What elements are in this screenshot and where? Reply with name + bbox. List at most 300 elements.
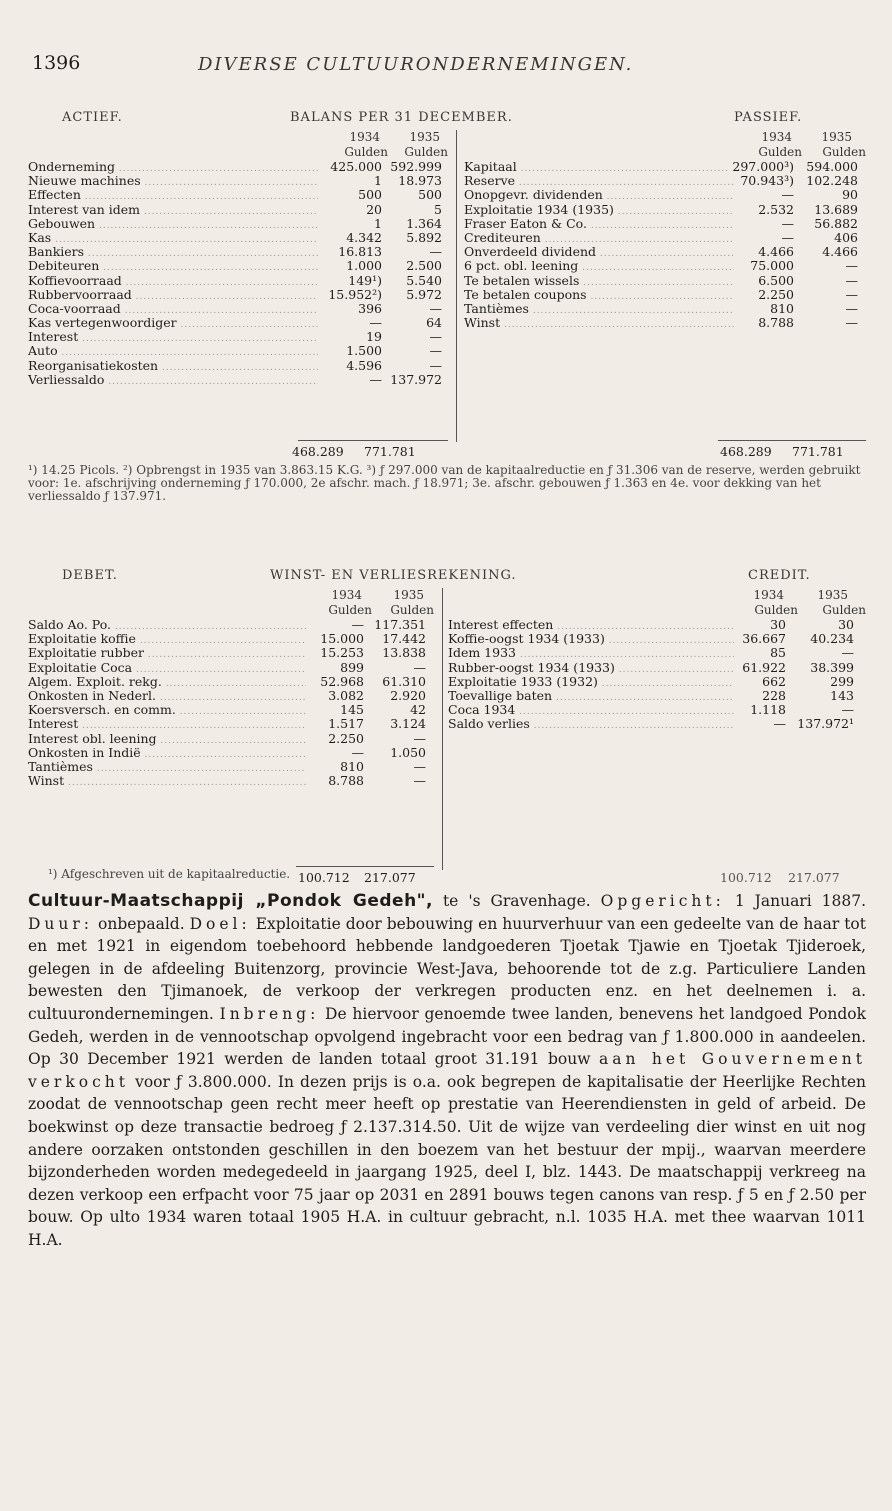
label-cell — [28, 259, 318, 273]
balance-headings — [28, 110, 866, 128]
year-1934: 1934 — [349, 130, 380, 144]
passief-heading: PASSIEF. — [734, 110, 803, 125]
value-1935: 594.000 — [806, 159, 858, 174]
label-cell — [464, 231, 734, 245]
label-cell — [448, 661, 734, 675]
unit-label: Gulden — [390, 603, 434, 617]
value-1934: — — [781, 229, 794, 245]
label-cell — [28, 203, 318, 217]
value-1934: 75.000 — [750, 258, 794, 274]
value-1935: 5.972 — [406, 286, 442, 302]
value-1934: 396 — [358, 300, 382, 316]
value-1935: — — [845, 258, 858, 274]
value-1935: 1.050 — [390, 744, 426, 760]
total-rule — [718, 440, 866, 441]
company-location: te 's Gravenhage. — [433, 892, 591, 910]
duur-value: onbepaald. — [93, 914, 185, 933]
unit-label: Gulden — [344, 145, 388, 159]
credit-year-header — [448, 586, 866, 618]
label-cell — [464, 245, 734, 259]
value-1934: 52.968 — [320, 673, 364, 689]
label-cell — [28, 217, 318, 231]
row-label: Rubbervoorraad ..... — [28, 288, 318, 302]
value-1935: — — [429, 343, 442, 359]
table-row — [448, 618, 866, 632]
label-cell — [28, 344, 318, 358]
label-cell — [448, 717, 734, 731]
value-1934: — — [351, 617, 364, 632]
value-1934: 8.788 — [328, 773, 364, 789]
label-cell — [28, 330, 318, 344]
value-1934: 1 — [374, 215, 382, 231]
table-row — [448, 717, 866, 731]
row-label: Kas vertegenwoordiger ..... — [28, 316, 318, 330]
label-cell — [464, 160, 734, 174]
value-1934: 6.500 — [758, 272, 794, 288]
row-label: Rubber-oogst 1934 (1933) ..... — [448, 661, 734, 675]
row-label: Te betalen coupons ..... — [464, 288, 734, 302]
row-label: Exploitatie Coca ..... — [28, 661, 306, 675]
doel-key: Doel: — [189, 914, 251, 933]
table-row — [28, 689, 434, 703]
value-1935: 17.442 — [382, 631, 426, 647]
table-row — [464, 188, 866, 202]
row-label: Reserve ..... — [464, 174, 734, 188]
label-cell — [448, 632, 734, 646]
label-cell — [448, 689, 734, 703]
value-1935: 4.466 — [822, 244, 858, 260]
row-label: Onderneming ..... — [28, 160, 318, 174]
label-cell — [464, 203, 734, 217]
actief-list — [28, 160, 448, 387]
row-label: Te betalen wissels ..... — [464, 274, 734, 288]
balance-sheet — [28, 110, 866, 503]
unit-label: Gulden — [822, 145, 866, 159]
row-label: Interest ..... — [28, 330, 318, 344]
verkocht-phrase: aan het Gouvernement verkocht — [28, 1050, 867, 1091]
value-1935: 137.972 — [390, 371, 442, 387]
row-label: Onverdeeld dividend ..... — [464, 245, 734, 259]
company-name: Cultuur-Maatschappij „Pondok Gedeh", — [28, 891, 433, 911]
label-cell — [464, 316, 734, 330]
opgericht-key: Opgericht: — [600, 892, 725, 910]
label-cell — [28, 760, 306, 774]
opgericht-value: 1 Januari 1887. — [724, 892, 867, 910]
credit-heading: CREDIT. — [748, 568, 811, 583]
table-row — [464, 160, 866, 174]
row-label: Verliessaldo ..... — [28, 373, 318, 387]
row-label: Saldo verlies ..... — [448, 717, 734, 731]
value-1934: 30 — [770, 617, 786, 632]
row-label: Tantièmes ..... — [464, 302, 734, 316]
running-title: DIVERSE CULTUURONDERNEMINGEN. — [198, 54, 634, 75]
value-1935: 30 — [838, 617, 854, 632]
table-row — [464, 174, 866, 188]
table-row — [464, 245, 866, 259]
value-1934: 1.517 — [328, 716, 364, 732]
year-1934: 1934 — [761, 130, 792, 144]
row-label: Interest van idem ..... — [28, 203, 318, 217]
value-1935: 592.999 — [390, 159, 442, 174]
value-1934: 2.250 — [758, 286, 794, 302]
total-rule — [298, 440, 448, 441]
value-1935: — — [413, 659, 426, 675]
table-row — [448, 689, 866, 703]
unit-label: Gulden — [754, 603, 798, 617]
inbreng-value: De hiervoor genoemde twee landen, benevens het landgoed Pondok Gedeh, werden in de vennootschap opvolgend ingebracht voor een bedrag van ƒ 1.800.000 in aandeelen. Op 30 December 1921 werden de landen totaal groot 31.191 bouw — [28, 1004, 866, 1069]
value-1934: 662 — [762, 673, 786, 689]
value-1935: 42 — [410, 702, 426, 718]
label-cell — [28, 231, 318, 245]
column-divider — [442, 588, 443, 870]
value-1934: 425.000 — [330, 159, 382, 174]
table-row — [28, 760, 434, 774]
label-cell — [448, 618, 734, 632]
value-1935: — — [841, 645, 854, 661]
value-1935: 40.234 — [810, 631, 854, 647]
row-label: Bankiers ..... — [28, 245, 318, 259]
table-row — [464, 316, 866, 330]
value-1934: 500 — [358, 187, 382, 203]
table-row — [28, 330, 448, 344]
value-1935: 102.248 — [806, 173, 858, 189]
value-1934: 4.342 — [346, 229, 382, 245]
page — [28, 48, 867, 1249]
value-1935: — — [413, 758, 426, 774]
row-label: Debiteuren ..... — [28, 259, 318, 273]
row-label: Interest effecten ..... — [448, 618, 734, 632]
value-1935: — — [413, 730, 426, 746]
table-row — [28, 288, 448, 302]
debet-total-1935: 217.077 — [364, 870, 416, 885]
value-1934: 810 — [340, 758, 364, 774]
doel-value: Exploitatie door bebouwing en huurverhuur van een gedeelte van de haar tot en met 1921 in eigendom toebehoord hebbende landgoederen Tjoetak Tjawie en Tjoetak Tjideroek, gelegen in de afdeeling Buitenzorg, provincie West-Java, behoorende tot de z.g. Particuliere Landen bewesten den Tjimanoek, de verkoop der verkregen producten enz. en het deelnemen i. a. cultuurondernemingen. — [28, 914, 866, 1023]
table-row — [28, 344, 448, 358]
label-cell — [28, 373, 318, 387]
value-1934: 1 — [374, 173, 382, 189]
row-label: Toevallige baten ..... — [448, 689, 734, 703]
value-1934: — — [369, 371, 382, 387]
table-row — [28, 373, 448, 387]
label-cell — [464, 274, 734, 288]
table-row — [448, 675, 866, 689]
label-cell — [28, 717, 306, 731]
label-cell — [464, 188, 734, 202]
unit-label: Gulden — [758, 145, 802, 159]
value-1934: 1.500 — [346, 343, 382, 359]
label-cell — [28, 675, 306, 689]
table-row — [464, 288, 866, 302]
table-row — [464, 231, 866, 245]
year-1935: 1935 — [817, 588, 848, 602]
table-row — [448, 703, 866, 717]
value-1934: 4.596 — [346, 357, 382, 373]
credit-total-1935: 217.077 — [788, 870, 840, 885]
row-label: Onopgevr. dividenden ..... — [464, 188, 734, 202]
value-1934: 19 — [366, 329, 382, 345]
value-1934: — — [369, 315, 382, 331]
year-1934: 1934 — [753, 588, 784, 602]
table-row — [28, 632, 434, 646]
duur-key: Duur: — [28, 914, 94, 933]
table-row — [28, 661, 434, 675]
value-1934: — — [351, 744, 364, 760]
value-1935: — — [845, 315, 858, 331]
table-row — [28, 188, 448, 202]
value-1934: 3.082 — [328, 687, 364, 703]
value-1934: — — [781, 187, 794, 203]
label-cell — [28, 316, 318, 330]
inbreng-key: Inbreng: — [219, 1004, 320, 1023]
row-label: Exploitatie koffie ..... — [28, 632, 306, 646]
value-1935: 5.892 — [406, 229, 442, 245]
value-1934: 297.000³) — [732, 159, 794, 174]
value-1935: 406 — [834, 229, 858, 245]
row-label: Exploitatie rubber ..... — [28, 646, 306, 660]
label-cell — [464, 302, 734, 316]
value-1935: 3.124 — [390, 716, 426, 732]
table-row — [28, 259, 448, 273]
value-1935: — — [841, 702, 854, 718]
value-1934: 70.943³) — [740, 173, 794, 189]
label-cell — [464, 217, 734, 231]
table-row — [448, 632, 866, 646]
year-1934: 1934 — [331, 588, 362, 602]
table-row — [28, 217, 448, 231]
row-label: Saldo Ao. Po. ..... — [28, 618, 306, 632]
value-1934: 149¹) — [348, 272, 382, 288]
row-label: Koffie-oogst 1934 (1933) ..... — [448, 632, 734, 646]
value-1935: 2.500 — [406, 258, 442, 274]
value-1934: 15.952²) — [328, 286, 382, 302]
table-row — [28, 274, 448, 288]
label-cell — [28, 689, 306, 703]
value-1935: — — [845, 300, 858, 316]
unit-label: Gulden — [822, 603, 866, 617]
actief-year-header — [28, 128, 448, 160]
passief-total-1935: 771.781 — [792, 444, 844, 459]
value-1935: 61.310 — [382, 673, 426, 689]
table-row — [28, 675, 434, 689]
row-label: Koffievoorraad ..... — [28, 274, 318, 288]
value-1934: — — [773, 716, 786, 732]
table-row — [28, 359, 448, 373]
unit-label: Gulden — [404, 145, 448, 159]
value-1935: 143 — [830, 687, 854, 703]
passief-year-header — [464, 128, 866, 160]
value-1934: 16.813 — [338, 244, 382, 260]
label-cell — [28, 632, 306, 646]
value-1934: 15.000 — [320, 631, 364, 647]
value-1935: 5 — [434, 201, 442, 217]
row-label: Idem 1933 ..... — [448, 646, 734, 660]
value-1935: 1.364 — [406, 215, 442, 231]
table-row — [28, 160, 448, 174]
value-1935: 64 — [426, 315, 442, 331]
label-cell — [464, 174, 734, 188]
row-label: Interest ..... — [28, 717, 306, 731]
label-cell — [28, 618, 306, 632]
row-label: Exploitatie 1933 (1932) ..... — [448, 675, 734, 689]
value-1934: 8.788 — [758, 315, 794, 331]
total-rule — [296, 866, 434, 867]
value-1935: — — [845, 286, 858, 302]
value-1934: 810 — [770, 300, 794, 316]
debet-year-header — [28, 586, 434, 618]
credit-list — [448, 618, 866, 732]
table-row — [28, 774, 434, 788]
pl-footnote: ¹) Afgeschreven uit de kapitaalreductie. — [48, 867, 291, 881]
page-number: 1396 — [32, 52, 81, 74]
label-cell — [448, 703, 734, 717]
company-remainder: voor ƒ 3.800.000. In dezen prijs is o.a. ook begrepen de kapitalisatie der Heerlijke Rechten zoodat de vennootschap geen recht meer heeft op prestatie van Heerendiensten in geld of arbeid. De boekwinst op deze transactie bedroeg ƒ 2.137.314.50. Uit de wijze van verdeeling dier winst en uit nog andere oorzaken ontstonden geschillen in den boezem van het bestuur der mpij., waarvan meerdere bijzonderheden worden medegedeeld in jaargang 1925, deel I, blz. 1443. De maatschappij verkreeg na dezen verkoop een erfpacht voor 75 jaar op 2031 en 2891 bouws tegen canons van resp. ƒ 5 en ƒ 2.50 per bouw. Op ulto 1934 waren totaal 1905 H.A. in cultuur gebracht, n.l. 1035 H.A. met thee waarvan 1011 H.A. — [28, 1072, 866, 1249]
label-cell — [28, 245, 318, 259]
value-1935: 137.972¹ — [797, 716, 854, 732]
label-cell — [28, 732, 306, 746]
unit-label: Gulden — [328, 603, 372, 617]
value-1934: 61.922 — [742, 659, 786, 675]
value-1934: 20 — [366, 201, 382, 217]
table-row — [464, 259, 866, 273]
page-header — [28, 48, 866, 88]
label-cell — [448, 675, 734, 689]
value-1934: 2.250 — [328, 730, 364, 746]
debet-list — [28, 618, 434, 788]
row-label: Tantièmes ..... — [28, 760, 306, 774]
label-cell — [28, 274, 318, 288]
value-1935: — — [413, 773, 426, 789]
table-row — [28, 316, 448, 330]
label-cell — [464, 288, 734, 302]
row-label: Onkosten in Indië ..... — [28, 746, 306, 760]
value-1935: — — [429, 357, 442, 373]
debet-total-1934: 100.712 — [298, 870, 350, 885]
value-1935: 117.351 — [374, 617, 426, 632]
passief-column — [464, 128, 866, 330]
value-1934: 2.532 — [758, 201, 794, 217]
value-1934: 1.118 — [750, 702, 786, 718]
balance-title: BALANS PER 31 DECEMBER. — [290, 110, 513, 125]
table-row — [28, 717, 434, 731]
table-row — [28, 302, 448, 316]
pl-title: WINST- EN VERLIESREKENING. — [270, 568, 517, 583]
year-1935: 1935 — [393, 588, 424, 602]
value-1934: 85 — [770, 645, 786, 661]
value-1934: 1.000 — [346, 258, 382, 274]
value-1934: 4.466 — [758, 244, 794, 260]
row-label: Winst ..... — [464, 316, 734, 330]
value-1935: 38.399 — [810, 659, 854, 675]
value-1935: 500 — [418, 187, 442, 203]
row-label: Fraser Eaton & Co. ..... — [464, 217, 734, 231]
debet-column — [28, 586, 434, 788]
row-label: Effecten ..... — [28, 188, 318, 202]
label-cell — [28, 359, 318, 373]
value-1935: — — [429, 329, 442, 345]
row-label: Winst ..... — [28, 774, 306, 788]
value-1935: — — [845, 272, 858, 288]
table-row — [28, 618, 434, 632]
table-row — [448, 661, 866, 675]
row-label: Algem. Exploit. rekg. ..... — [28, 675, 306, 689]
label-cell — [28, 774, 306, 788]
table-row — [464, 274, 866, 288]
debet-heading: DEBET. — [62, 568, 118, 583]
table-row — [28, 703, 434, 717]
value-1935: 18.973 — [398, 173, 442, 189]
label-cell — [28, 160, 318, 174]
label-cell — [448, 646, 734, 660]
table-row — [464, 302, 866, 316]
row-label: Gebouwen ..... — [28, 217, 318, 231]
label-cell — [28, 302, 318, 316]
actief-total-1935: 771.781 — [364, 444, 416, 459]
label-cell — [28, 703, 306, 717]
pl-headings — [28, 568, 866, 586]
row-label: 6 pct. obl. leening ..... — [464, 259, 734, 273]
value-1935: — — [429, 244, 442, 260]
row-label: Koersversch. en comm. ..... — [28, 703, 306, 717]
value-1934: 899 — [340, 659, 364, 675]
year-1935: 1935 — [409, 130, 440, 144]
credit-total-1934: 100.712 — [720, 870, 772, 885]
row-label: Kas ..... — [28, 231, 318, 245]
row-label: Coca 1934 ..... — [448, 703, 734, 717]
actief-total-1934: 468.289 — [292, 444, 344, 459]
row-label: Kapitaal ..... — [464, 160, 734, 174]
value-1935: 299 — [830, 673, 854, 689]
row-label: Interest obl. leening ..... — [28, 732, 306, 746]
row-label: Crediteuren ..... — [464, 231, 734, 245]
value-1935: 56.882 — [814, 215, 858, 231]
value-1935: 90 — [842, 187, 858, 203]
value-1934: — — [781, 215, 794, 231]
value-1934: 228 — [762, 687, 786, 703]
year-1935: 1935 — [821, 130, 852, 144]
table-row — [28, 174, 448, 188]
label-cell — [28, 174, 318, 188]
label-cell — [464, 259, 734, 273]
table-row — [28, 231, 448, 245]
value-1935: — — [429, 300, 442, 316]
label-cell — [28, 661, 306, 675]
row-label: Exploitatie 1934 (1935) ..... — [464, 203, 734, 217]
table-row — [28, 245, 448, 259]
table-row — [28, 646, 434, 660]
label-cell — [28, 188, 318, 202]
table-row — [448, 646, 866, 660]
balance-footnotes: ¹) 14.25 Picols. ²) Opbrengst in 1935 van 3.863.15 K.G. ³) ƒ 297.000 van de kapitaalreductie en ƒ 31.306 van de reserve, werden gebruikt voor: 1e. afschrijving onderneming ƒ 170.000, 2e afschr. mach. ƒ 18.971; 3e. afschr. gebouwen ƒ 1.363 en 4e. voor dekking van het verliessaldo ƒ 137.971. — [28, 463, 861, 503]
value-1935: 2.920 — [390, 687, 426, 703]
table-row — [28, 203, 448, 217]
table-row — [28, 732, 434, 746]
actief-column — [28, 128, 448, 387]
value-1934: 36.667 — [742, 631, 786, 647]
value-1935: 13.689 — [814, 201, 858, 217]
row-label: Nieuwe machines ..... — [28, 174, 318, 188]
actief-heading: ACTIEF. — [62, 110, 123, 125]
credit-column — [448, 586, 866, 732]
label-cell — [28, 746, 306, 760]
label-cell — [28, 288, 318, 302]
profit-loss-account — [28, 568, 866, 886]
row-label: Coca-voorraad ..... — [28, 302, 318, 316]
table-row — [464, 217, 866, 231]
value-1934: 145 — [340, 702, 364, 718]
row-label: Auto ..... — [28, 344, 318, 358]
table-row — [28, 746, 434, 760]
row-label: Reorganisatiekosten ..... — [28, 359, 318, 373]
